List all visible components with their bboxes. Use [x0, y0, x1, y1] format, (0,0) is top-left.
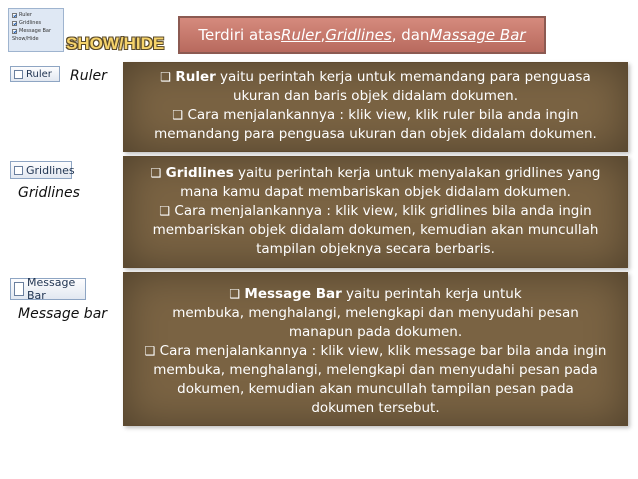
show-hide-group-thumbnail: [8, 8, 64, 52]
show-hide-item-ruler[interactable]: [12, 11, 60, 19]
message-bar-text: Cara menjalankannya : klik view, klik message bar bila anda ingin: [155, 343, 607, 359]
message-bar-term: Message Bar: [244, 286, 342, 302]
gridlines-side-label: Gridlines: [18, 185, 80, 201]
title-banner: [178, 16, 546, 54]
ruler-text: yaitu perintah kerja untuk memandang para penguasa: [215, 69, 591, 85]
gridlines-panel: [123, 156, 628, 268]
title-ruler: Ruler: [281, 26, 321, 44]
message-bar-panel: [123, 272, 628, 426]
gridlines-text: Cara menjalankannya : klik view, klik gridlines bila anda ingin: [170, 203, 592, 219]
checkbox-bullet-icon: ❑: [172, 108, 184, 122]
message-bar-text: membuka, menghalangi, melengkapi dan menyudahi pesan pada: [153, 362, 598, 378]
show-hide-item-message-bar[interactable]: [12, 27, 60, 35]
checkbox-bullet-icon: ❑: [229, 287, 241, 301]
gridlines-text: mana kamu dapat membariskan objek didalam dokumen.: [180, 184, 571, 200]
ruler-button-label: Ruler: [26, 68, 52, 80]
show-hide-heading: SHOW/HIDE: [66, 34, 165, 53]
gridlines-text: yaitu perintah kerja untuk menyalakan gridlines yang: [233, 165, 601, 181]
checkbox-bullet-icon: ❑: [144, 344, 156, 358]
ruler-panel: [123, 62, 628, 152]
title-prefix: Terdiri atas: [198, 26, 282, 44]
gridlines-bullet-2: [124, 202, 627, 221]
message-bar-side-label: Message bar: [18, 306, 108, 322]
checkbox-icon: [14, 282, 24, 296]
checkbox-bullet-icon: ❑: [160, 70, 172, 84]
title-sep: , dan: [391, 26, 430, 44]
show-hide-item-gridlines[interactable]: [12, 19, 60, 27]
show-hide-footer-label: Show/Hide: [12, 36, 39, 42]
checkbox-bullet-icon: ❑: [150, 166, 162, 180]
gridlines-term: Gridlines: [165, 165, 234, 181]
ruler-bullet-1: [124, 68, 627, 87]
ruler-checkbox-button[interactable]: [10, 66, 60, 82]
gridlines-button-label: Gridlines: [26, 163, 75, 177]
checkbox-icon: [14, 166, 23, 175]
message-bar-bullet-1: [124, 285, 627, 304]
gridlines-checkbox-button[interactable]: [10, 161, 75, 179]
message-bar-text: yaitu perintah kerja untuk: [341, 286, 522, 302]
show-hide-item-label: Ruler: [19, 12, 32, 18]
title-sep: ,: [320, 26, 326, 44]
message-bar-text: dokumen, kemudian akan muncullah tampilan pesan pada: [177, 381, 574, 397]
show-hide-footer: [12, 35, 60, 43]
ruler-side-label: Ruler: [70, 68, 107, 84]
gridlines-text: tampilan objeknya secara berbaris.: [256, 241, 495, 257]
message-bar-bullet-2: [124, 342, 627, 361]
checkbox-icon: [12, 29, 17, 34]
message-bar-checkbox-button[interactable]: [10, 278, 86, 300]
message-bar-text: manapun pada dokumen.: [288, 324, 463, 340]
ruler-text: memandang para penguasa ukuran dan objek didalam dokumen.: [154, 126, 597, 142]
checkbox-icon: [12, 13, 17, 18]
ruler-term: Ruler: [175, 69, 216, 85]
message-bar-button-label: Message Bar: [27, 276, 76, 302]
ruler-text: Cara menjalankannya : klik view, klik ruler bila anda ingin: [183, 107, 579, 123]
show-hide-item-label: Message Bar: [19, 28, 52, 34]
message-bar-text: dokumen tersebut.: [311, 400, 440, 416]
title-message-bar: Massage Bar: [429, 26, 526, 44]
ruler-bullet-2: [124, 106, 627, 125]
gridlines-bullet-1: [124, 164, 627, 183]
title-gridlines: Gridlines: [325, 26, 392, 44]
ruler-text: ukuran dan baris objek didalam dokumen.: [232, 88, 519, 104]
show-hide-item-label: Gridlines: [19, 20, 42, 26]
message-bar-text: membuka, menghalangi, melengkapi dan menyudahi pesan: [172, 305, 579, 321]
checkbox-icon: [12, 21, 17, 26]
checkbox-bullet-icon: ❑: [159, 204, 171, 218]
gridlines-text: membariskan objek didalam dokumen, kemudian akan muncullah: [152, 222, 599, 238]
checkbox-icon: [14, 70, 23, 79]
